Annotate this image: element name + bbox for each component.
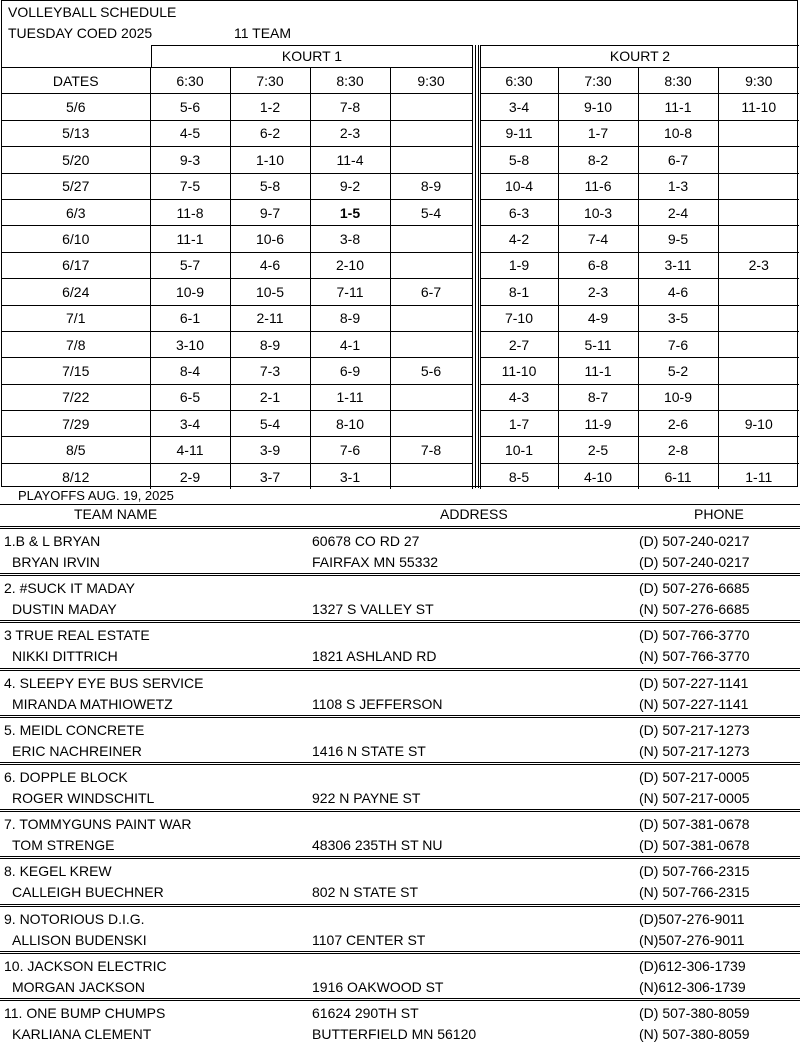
- schedule-row: [2, 173, 799, 199]
- match-cell: 5-7: [150, 252, 230, 278]
- match-cell: 7-11: [310, 279, 390, 305]
- match-cell: 1-2: [230, 94, 310, 120]
- match-cell: 8-9: [310, 305, 390, 331]
- team-divider: [0, 715, 800, 716]
- team-phone-night: (N) 507-276-6685: [639, 601, 750, 617]
- team-phone-night: (N) 507-227-1141: [639, 696, 749, 712]
- team-phone-night: (N)507-276-9011: [639, 932, 745, 948]
- team-count: 11 TEAM: [234, 25, 292, 41]
- team-phone-night: (N) 507-380-8059: [639, 1026, 750, 1042]
- time-header: 9:30: [718, 68, 799, 94]
- court-1-header: KOURT 1: [151, 45, 473, 67]
- time-header: 8:30: [638, 68, 718, 94]
- match-cell: 1-10: [230, 147, 310, 173]
- team-phone-day: (D)612-306-1739: [639, 958, 746, 974]
- court-gap: [472, 94, 480, 120]
- match-cell: 4-11: [150, 437, 230, 463]
- match-cell: [718, 305, 799, 331]
- match-cell: 7-3: [230, 358, 310, 384]
- court-gap: [472, 358, 480, 384]
- match-cell: 8-7: [558, 384, 638, 410]
- schedule-row: [2, 199, 799, 225]
- team-phone-night: (D) 507-240-0217: [639, 554, 750, 570]
- match-cell: 3-4: [480, 94, 558, 120]
- match-cell: 10-1: [480, 437, 558, 463]
- match-cell: 5-6: [390, 358, 472, 384]
- match-cell: 6-5: [150, 384, 230, 410]
- team-entry: [0, 576, 800, 622]
- schedule-row: [2, 94, 799, 120]
- team-contact: ROGER WINDSCHITL: [12, 790, 155, 806]
- team-phone-night: (N)612-306-1739: [639, 979, 746, 995]
- match-cell: 8-4: [150, 358, 230, 384]
- team-divider: [0, 526, 800, 527]
- team-address-line2: 1821 ASHLAND RD: [312, 648, 437, 664]
- team-phone-day: (D) 507-380-8059: [639, 1005, 750, 1021]
- team-address-line1: 60678 CO RD 27: [312, 533, 420, 549]
- time-header: 8:30: [310, 68, 390, 94]
- match-cell: 6-7: [390, 279, 472, 305]
- match-cell: 4-9: [558, 305, 638, 331]
- match-cell: 8-2: [558, 147, 638, 173]
- match-cell: 2-3: [310, 120, 390, 146]
- match-cell: 10-3: [558, 199, 638, 225]
- court-gap: [472, 384, 480, 410]
- time-header: 9:30: [390, 68, 472, 94]
- time-header: 6:30: [150, 68, 230, 94]
- date-cell: 5/27: [2, 173, 150, 199]
- team-name: 3 TRUE REAL ESTATE: [4, 627, 150, 643]
- schedule-row: [2, 358, 799, 384]
- match-cell: 2-8: [638, 437, 718, 463]
- match-cell: 6-2: [230, 120, 310, 146]
- date-cell: 7/1: [2, 305, 150, 331]
- match-cell: 4-3: [480, 384, 558, 410]
- court-gap: [472, 199, 480, 225]
- match-cell: 4-5: [150, 120, 230, 146]
- team-name-header: TEAM NAME: [74, 506, 158, 522]
- playoffs-date: PLAYOFFS AUG. 19, 2025: [18, 488, 174, 503]
- match-cell: 8-10: [310, 411, 390, 437]
- schedule-row: [2, 279, 799, 305]
- schedule-row: [2, 252, 799, 278]
- match-cell: 10-4: [480, 173, 558, 199]
- schedule-row: [2, 120, 799, 146]
- schedule-row: [2, 305, 799, 331]
- team-contact: TOM STRENGE: [12, 837, 115, 853]
- match-cell: 2-4: [638, 199, 718, 225]
- time-header: 6:30: [480, 68, 558, 94]
- date-cell: 8/12: [2, 463, 150, 489]
- match-cell: 3-7: [230, 463, 310, 489]
- match-cell: [390, 305, 472, 331]
- address-header: ADDRESS: [440, 506, 508, 522]
- team-contact: ALLISON BUDENSKI: [12, 932, 147, 948]
- match-cell: [718, 226, 799, 252]
- match-cell: 6-8: [558, 252, 638, 278]
- court-gap: [472, 305, 480, 331]
- team-contact: BRYAN IRVIN: [12, 554, 100, 570]
- time-header: 7:30: [558, 68, 638, 94]
- match-cell: 5-8: [480, 147, 558, 173]
- team-contact: KARLIANA CLEMENT: [12, 1026, 152, 1042]
- match-cell: [718, 331, 799, 357]
- match-cell: [718, 437, 799, 463]
- match-cell: 6-3: [480, 199, 558, 225]
- match-cell: 1-11: [718, 463, 799, 489]
- match-cell: 4-6: [230, 252, 310, 278]
- date-cell: 6/17: [2, 252, 150, 278]
- match-cell: 2-7: [480, 331, 558, 357]
- match-cell: 2-10: [310, 252, 390, 278]
- team-contact: MORGAN JACKSON: [12, 979, 146, 995]
- match-cell: 11-8: [150, 199, 230, 225]
- match-cell: 1-3: [638, 173, 718, 199]
- court-gap: [472, 147, 480, 173]
- match-cell: 11-1: [638, 94, 718, 120]
- team-entry: [0, 671, 800, 717]
- match-cell: 6-9: [310, 358, 390, 384]
- match-cell: [718, 120, 799, 146]
- match-cell: 7-6: [310, 437, 390, 463]
- team-name: 6. DOPPLE BLOCK: [4, 769, 128, 785]
- date-cell: 6/10: [2, 226, 150, 252]
- court-gap: [472, 331, 480, 357]
- match-cell: [718, 384, 799, 410]
- team-divider: [0, 668, 800, 669]
- match-cell: [390, 463, 472, 489]
- divider: [0, 504, 800, 505]
- match-cell: 10-6: [230, 226, 310, 252]
- match-cell: 3-11: [638, 252, 718, 278]
- match-cell: 10-8: [638, 120, 718, 146]
- match-cell: 10-9: [150, 279, 230, 305]
- team-entry: [0, 859, 800, 905]
- match-cell: 2-11: [230, 305, 310, 331]
- date-cell: 8/5: [2, 437, 150, 463]
- match-cell: [718, 358, 799, 384]
- match-cell: 1-7: [480, 411, 558, 437]
- match-cell: 2-1: [230, 384, 310, 410]
- team-name: 9. NOTORIOUS D.I.G.: [4, 911, 145, 927]
- match-cell: 5-4: [390, 199, 472, 225]
- match-cell: [390, 384, 472, 410]
- match-cell: 7-8: [310, 94, 390, 120]
- match-cell: 11-1: [558, 358, 638, 384]
- match-cell: 3-4: [150, 411, 230, 437]
- court-gap: [472, 252, 480, 278]
- team-entry: [0, 1001, 800, 1047]
- match-cell: 11-9: [558, 411, 638, 437]
- team-phone-day: (D) 507-766-3770: [639, 627, 750, 643]
- team-phone-day: (D) 507-217-1273: [639, 722, 750, 738]
- team-name: 7. TOMMYGUNS PAINT WAR: [4, 816, 192, 832]
- team-phone-day: (D) 507-240-0217: [639, 533, 750, 549]
- team-contact: ERIC NACHREINER: [12, 743, 142, 759]
- team-entry: [0, 718, 800, 764]
- match-cell: 8-9: [230, 331, 310, 357]
- match-cell: 5-6: [150, 94, 230, 120]
- match-cell: [718, 147, 799, 173]
- schedule-row: [2, 147, 799, 173]
- team-entry: [0, 812, 800, 858]
- court-2-header: KOURT 2: [480, 45, 799, 67]
- match-cell: 9-3: [150, 147, 230, 173]
- team-divider: [0, 809, 800, 810]
- team-entry: [0, 765, 800, 811]
- team-address-line2: 1416 N STATE ST: [312, 743, 426, 759]
- match-cell: 3-5: [638, 305, 718, 331]
- match-cell: [390, 331, 472, 357]
- time-header-row: [2, 68, 799, 94]
- match-cell: 3-1: [310, 463, 390, 489]
- match-cell: 10-9: [638, 384, 718, 410]
- team-phone-day: (D) 507-381-0678: [639, 816, 750, 832]
- court-gap: [472, 173, 480, 199]
- match-cell: 11-10: [480, 358, 558, 384]
- schedule-grid: [2, 67, 799, 489]
- team-name: 1.B & L BRYAN: [4, 533, 101, 549]
- schedule-row: [2, 226, 799, 252]
- match-cell: 2-6: [638, 411, 718, 437]
- team-phone-night: (N) 507-766-2315: [639, 884, 750, 900]
- team-phone-day: (D) 507-217-0005: [639, 769, 750, 785]
- match-cell: 6-7: [638, 147, 718, 173]
- match-cell: 4-2: [480, 226, 558, 252]
- schedule-row: [2, 384, 799, 410]
- match-cell: 3-10: [150, 331, 230, 357]
- team-name: 4. SLEEPY EYE BUS SERVICE: [4, 675, 204, 691]
- team-address-line1: 61624 290TH ST: [312, 1005, 419, 1021]
- match-cell: 7-6: [638, 331, 718, 357]
- team-divider: [0, 856, 800, 857]
- schedule-title: VOLLEYBALL SCHEDULE: [8, 4, 177, 20]
- date-cell: 5/13: [2, 120, 150, 146]
- match-cell: 5-8: [230, 173, 310, 199]
- team-divider: [0, 951, 800, 952]
- match-cell: 2-9: [150, 463, 230, 489]
- match-cell: [390, 147, 472, 173]
- date-cell: 7/22: [2, 384, 150, 410]
- team-phone-night: (N) 507-217-1273: [639, 743, 750, 759]
- match-cell: 1-11: [310, 384, 390, 410]
- match-cell: 9-7: [230, 199, 310, 225]
- match-cell: 5-11: [558, 331, 638, 357]
- match-cell: 8-9: [390, 173, 472, 199]
- team-contact: MIRANDA MATHIOWETZ: [12, 696, 173, 712]
- date-cell: 7/15: [2, 358, 150, 384]
- team-address-line2: 802 N STATE ST: [312, 884, 419, 900]
- match-cell: 9-10: [558, 94, 638, 120]
- schedule-section: [1, 0, 798, 487]
- team-divider: [0, 998, 800, 999]
- match-cell: 7-4: [558, 226, 638, 252]
- match-cell: 2-5: [558, 437, 638, 463]
- schedule-row: [2, 331, 799, 357]
- match-cell: 9-2: [310, 173, 390, 199]
- match-cell: 6-1: [150, 305, 230, 331]
- team-address-line2: 922 N PAYNE ST: [312, 790, 421, 806]
- team-phone-day: (D) 507-766-2315: [639, 863, 750, 879]
- team-address-line2: 1916 OAKWOOD ST: [312, 979, 444, 995]
- court-gap: [472, 411, 480, 437]
- schedule-row: [2, 437, 799, 463]
- match-cell: 1-9: [480, 252, 558, 278]
- match-cell: [718, 173, 799, 199]
- match-cell: 6-11: [638, 463, 718, 489]
- match-cell: 3-8: [310, 226, 390, 252]
- team-contact: DUSTIN MADAY: [12, 601, 117, 617]
- match-cell: 1-5: [310, 199, 390, 225]
- court-gap: [472, 463, 480, 489]
- phone-header: PHONE: [694, 506, 744, 522]
- team-name: 11. ONE BUMP CHUMPS: [4, 1005, 166, 1021]
- team-address-line2: BUTTERFIELD MN 56120: [312, 1026, 477, 1042]
- team-contact: CALLEIGH BUECHNER: [12, 884, 164, 900]
- team-phone-night: (N) 507-217-0005: [639, 790, 750, 806]
- date-cell: 5/20: [2, 147, 150, 173]
- schedule-row: [2, 463, 799, 489]
- team-entry: [0, 954, 800, 1000]
- match-cell: 11-6: [558, 173, 638, 199]
- team-address-line2: 1327 S VALLEY ST: [312, 601, 434, 617]
- match-cell: 5-4: [230, 411, 310, 437]
- team-divider: [0, 904, 800, 905]
- date-cell: 7/8: [2, 331, 150, 357]
- team-divider: [0, 620, 800, 621]
- date-cell: 5/6: [2, 94, 150, 120]
- match-cell: [718, 199, 799, 225]
- team-name: 10. JACKSON ELECTRIC: [4, 958, 167, 974]
- team-phone-day: (D)507-276-9011: [639, 911, 745, 927]
- match-cell: 4-1: [310, 331, 390, 357]
- match-cell: 3-9: [230, 437, 310, 463]
- date-cell: 7/29: [2, 411, 150, 437]
- court-gap: [472, 279, 480, 305]
- team-phone-day: (D) 507-276-6685: [639, 580, 750, 596]
- team-phone-night: (N) 507-766-3770: [639, 648, 750, 664]
- match-cell: 10-5: [230, 279, 310, 305]
- match-cell: 8-5: [480, 463, 558, 489]
- team-contact: NIKKI DITTRICH: [12, 648, 118, 664]
- match-cell: 9-11: [480, 120, 558, 146]
- date-cell: 6/3: [2, 199, 150, 225]
- match-cell: 7-5: [150, 173, 230, 199]
- team-divider: [0, 762, 800, 763]
- match-cell: 7-8: [390, 437, 472, 463]
- match-cell: [390, 226, 472, 252]
- team-phone-night: (D) 507-381-0678: [639, 837, 750, 853]
- match-cell: 4-6: [638, 279, 718, 305]
- schedule-row: [2, 411, 799, 437]
- court-gap: [472, 437, 480, 463]
- team-name: 8. KEGEL KREW: [4, 863, 112, 879]
- team-phone-day: (D) 507-227-1141: [639, 675, 749, 691]
- team-divider: [0, 573, 800, 574]
- match-cell: 2-3: [558, 279, 638, 305]
- match-cell: [390, 120, 472, 146]
- match-cell: [390, 252, 472, 278]
- team-address-line2: 1108 S JEFFERSON: [312, 696, 443, 712]
- date-cell: 6/24: [2, 279, 150, 305]
- match-cell: 11-10: [718, 94, 799, 120]
- match-cell: 7-10: [480, 305, 558, 331]
- match-cell: 11-4: [310, 147, 390, 173]
- court-gap: [472, 226, 480, 252]
- team-entry: [0, 907, 800, 953]
- team-address-line2: FAIRFAX MN 55332: [312, 554, 439, 570]
- match-cell: [390, 411, 472, 437]
- match-cell: 11-1: [150, 226, 230, 252]
- match-cell: 4-10: [558, 463, 638, 489]
- team-name: 5. MEIDL CONCRETE: [4, 722, 145, 738]
- match-cell: 9-5: [638, 226, 718, 252]
- league-name: TUESDAY COED 2025: [8, 25, 153, 41]
- team-address-line2: 48306 235TH ST NU: [312, 837, 443, 853]
- team-entry: [0, 529, 800, 575]
- match-cell: 1-7: [558, 120, 638, 146]
- match-cell: 5-2: [638, 358, 718, 384]
- match-cell: [390, 94, 472, 120]
- dates-header: DATES: [2, 68, 150, 94]
- court-gap: [472, 68, 480, 94]
- match-cell: 8-1: [480, 279, 558, 305]
- team-name: 2. #SUCK IT MADAY: [4, 580, 135, 596]
- court-gap: [472, 120, 480, 146]
- time-header: 7:30: [230, 68, 310, 94]
- team-entry: [0, 623, 800, 669]
- match-cell: 2-3: [718, 252, 799, 278]
- team-address-line2: 1107 CENTER ST: [312, 932, 426, 948]
- match-cell: 9-10: [718, 411, 799, 437]
- match-cell: [718, 279, 799, 305]
